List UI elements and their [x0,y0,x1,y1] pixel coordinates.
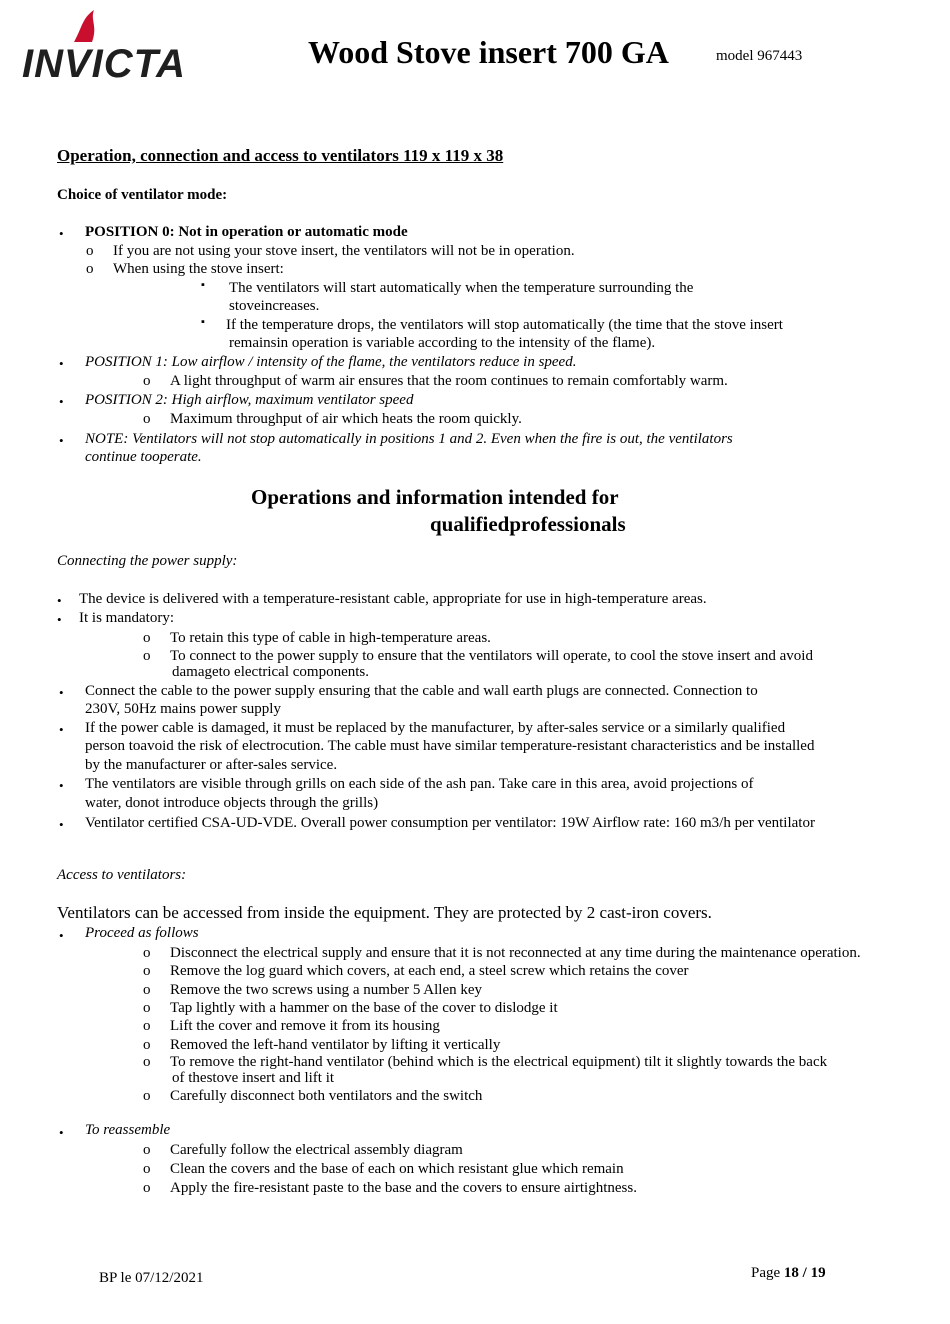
bullet-icon: • [59,928,64,943]
list-item: Ventilator certified CSA-UD-VDE. Overall power consumption per ventilator: 19W Airflow rate: 160 m3/h per ventilator [85,815,815,831]
bullet-icon: • [59,722,64,737]
list-item: If the power cable is damaged, it must be replaced by the manufacturer, by after-sales service or a similarly qualified [85,720,786,736]
position-0-label: POSITION 0: Not in operation or automatic mode [85,224,408,240]
reassemble-label: To reassemble [85,1122,171,1138]
step-item: Disconnect the electrical supply and ensure that it is not reconnected at any time during the maintenance operation. [170,945,861,961]
circle-bullet-icon: o [143,1088,151,1104]
square-bullet-icon: ▪ [201,279,205,291]
section-heading: Operation, connection and access to ventilators 119 x 119 x 38 [57,146,504,165]
circle-bullet-icon: o [143,1018,151,1034]
professionals-heading: Operations and information intended for [251,485,619,509]
step-item-continued: of thestove insert and lift it [172,1070,335,1086]
circle-bullet-icon: o [143,982,151,998]
note: NOTE: Ventilators will not stop automatically in positions 1 and 2. Even when the fire is out, the ventilators [85,431,733,447]
bullet-icon: • [59,817,64,832]
bullet-icon: • [59,778,64,793]
list-item: When using the stove insert: [113,261,284,277]
professionals-heading-continued: qualifiedprofessionals [430,512,626,536]
circle-bullet-icon: o [143,1180,151,1196]
square-bullet-icon: ▪ [201,316,205,328]
list-item-continued: person toavoid the risk of electrocution. The cable must have similar temperature-resistant characteristics and be installed [85,738,815,754]
circle-bullet-icon: o [143,648,151,664]
circle-bullet-icon: o [143,1161,151,1177]
bullet-icon: • [57,593,62,608]
step-item: Tap lightly with a hammer on the base of the cover to dislodge it [170,1000,558,1016]
access-label: Access to ventilators: [57,867,187,883]
model-number: model 967443 [716,48,803,64]
circle-bullet-icon: o [143,373,151,389]
circle-bullet-icon: o [143,1142,151,1158]
circle-bullet-icon: o [86,243,94,259]
reassemble-step: Carefully follow the electrical assembly diagram [170,1142,463,1158]
list-item: To connect to the power supply to ensure that the ventilators will operate, to cool the stove insert and avoid [170,648,813,664]
circle-bullet-icon: o [143,411,151,427]
bullet-icon: • [59,685,64,700]
bullet-icon: • [59,1125,64,1140]
list-item: To retain this type of cable in high-temperature areas. [170,630,491,646]
list-item: The device is delivered with a temperature-resistant cable, appropriate for use in high-temperature areas. [79,591,707,607]
access-intro: Ventilators can be accessed from inside the equipment. They are protected by 2 cast-iron covers. [57,903,712,922]
step-item: Carefully disconnect both ventilators and the switch [170,1088,483,1104]
page-number [751,1265,826,1282]
circle-bullet-icon: o [143,1000,151,1016]
step-item: To remove the right-hand ventilator (behind which is the electrical equipment) tilt it slightly towards the back [170,1054,828,1070]
logo-flame-icon [68,8,108,44]
note-continued: continue tooperate. [85,449,202,465]
list-item: If the temperature drops, the ventilators will stop automatically (the time that the stove insert [226,317,783,333]
position-2-label: POSITION 2: High airflow, maximum ventilator speed [85,392,414,408]
list-item: It is mandatory: [79,610,174,626]
bullet-icon: • [59,433,64,448]
proceed-label: Proceed as follows [85,925,199,941]
bullet-icon: • [59,394,64,409]
invicta-logo [22,8,242,86]
list-item-continued: stoveincreases. [229,298,320,314]
list-item: A light throughput of warm air ensures that the room continues to remain comfortably warm. [170,373,728,389]
list-item: Connect the cable to the power supply ensuring that the cable and wall earth plugs are connected. Connection to [85,683,758,699]
page-count: 18 / 19 [783,1265,826,1281]
list-item: The ventilators are visible through grills on each side of the ash pan. Take care in this area, avoid projections of [85,776,754,792]
reassemble-step: Clean the covers and the base of each on which resistant glue which remain [170,1161,624,1177]
page-prefix: Page [751,1265,784,1281]
circle-bullet-icon: o [143,963,151,979]
list-item: Maximum throughput of air which heats the room quickly. [170,411,522,427]
subheading: Choice of ventilator mode: [57,187,228,203]
step-item: Lift the cover and remove it from its housing [170,1018,440,1034]
step-item: Removed the left-hand ventilator by lifting it vertically [170,1037,501,1053]
reassemble-step: Apply the fire-resistant paste to the base and the covers to ensure airtightness. [170,1180,637,1196]
list-item-continued: remainsin operation is variable according to the intensity of the flame). [229,335,656,351]
circle-bullet-icon: o [143,1054,151,1070]
footer-date: BP le 07/12/2021 [99,1270,204,1286]
list-item: If you are not using your stove insert, the ventilators will not be in operation. [113,243,575,259]
list-item: The ventilators will start automatically when the temperature surrounding the [229,280,694,296]
bullet-icon: • [59,356,64,371]
logo-text: INVICTA [22,42,187,86]
circle-bullet-icon: o [143,630,151,646]
list-item-continued: 230V, 50Hz mains power supply [85,701,281,717]
position-1-label: POSITION 1: Low airflow / intensity of the flame, the ventilators reduce in speed. [85,354,577,370]
step-item: Remove the two screws using a number 5 Allen key [170,982,483,998]
list-item-continued: by the manufacturer or after-sales service. [85,757,338,773]
bullet-icon: • [57,612,62,627]
circle-bullet-icon: o [86,261,94,277]
document-title: Wood Stove insert 700 GA [308,34,669,70]
circle-bullet-icon: o [143,1037,151,1053]
list-item-continued: damageto electrical components. [172,664,369,680]
step-item: Remove the log guard which covers, at each end, a steel screw which retains the cover [170,963,689,979]
circle-bullet-icon: o [143,945,151,961]
list-item-continued: water, donot introduce objects through the grills) [85,795,379,811]
bullet-icon: • [59,226,64,241]
power-supply-label: Connecting the power supply: [57,553,238,569]
